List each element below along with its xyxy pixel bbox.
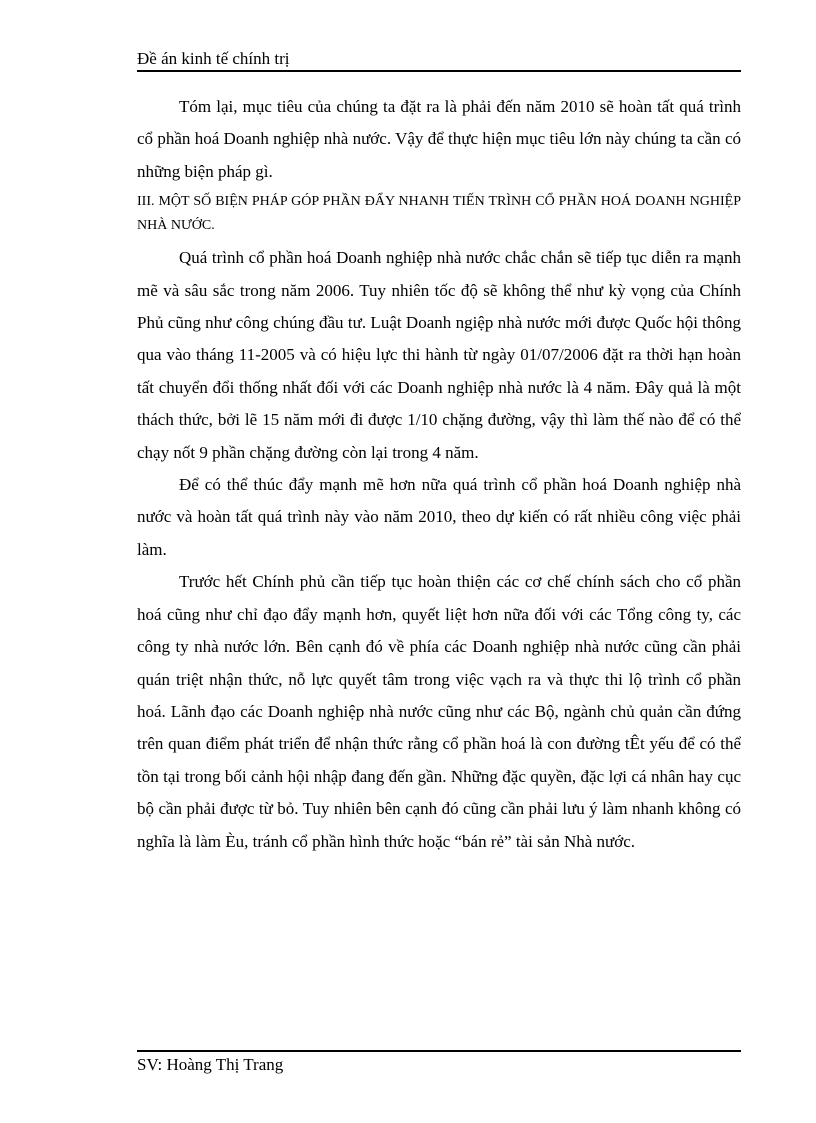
header-divider [137, 70, 741, 72]
section-heading: III. MỘT SỐ BIỆN PHÁP GÓP PHẦN ĐẨY NHANH TIẾN TRÌNH CỔ PHẦN HOÁ DOANH NGHIỆP NHÀ NƯỚC. [137, 194, 741, 234]
document-body [137, 91, 741, 858]
paragraph-government-measures: Trước hết Chính phủ cần tiếp tục hoàn thiện các cơ chế chính sách cho cổ phần hoá cũng như chỉ đạo đẩy mạnh hơn, quyết liệt hơn nữa đối với các Tổng công ty, các công ty nhà nước lớn. Bên cạnh đó về phía các Doanh nghiệp nhà nước cũng cần phải quán triệt nhận thức, nỗ lực quyết tâm trong việc vạch ra và thực thi lộ trình cổ phần hoá. Lãnh đạo các Doanh nghiệp nhà nước cũng như các Bộ, ngành chủ quản cần đứng trên quan điểm phát triển để nhận thức rằng cổ phần hoá là con đường tÊt yếu để có thể tồn tại trong bối cảnh hội nhập đang đến gần. Những đặc quyền, đặc lợi cá nhân hay cục bộ cần phải được từ bỏ. Tuy nhiên bên cạnh đó cũng cần phải lưu ý làm nhanh không có nghĩa là làm Èu, tránh cổ phần hình thức hoặc “bán rẻ” tài sản Nhà nước. [137, 572, 741, 851]
paragraph-equitization-process: Quá trình cổ phần hoá Doanh nghiệp nhà nước chắc chắn sẽ tiếp tục diễn ra mạnh mẽ và sâu sắc trong năm 2006. Tuy nhiên tốc độ sẽ không thể như kỳ vọng của Chính Phủ cũng như công chúng đầu tư. Luật Doanh ngiệp nhà nước mới được Quốc hội thông qua vào tháng 11-2005 và có hiệu lực thi hành từ ngày 01/07/2006 đặt ra thời hạn hoàn tất chuyển đổi thống nhất đối với các Doanh nghiệp nhà nước là 4 năm. Đây quả là một thách thức, bởi lẽ 15 năm mới đi được 1/10 chặng đường, vậy thì làm thế nào để có thể chạy nốt 9 phần chặng đường còn lại trong 4 năm. [137, 248, 741, 462]
paragraph-summary: Tóm lại, mục tiêu của chúng ta đặt ra là phải đến năm 2010 sẽ hoàn tất quá trình cổ phần hoá Doanh nghiệp nhà nước. Vậy để thực hiện mục tiêu lớn này chúng ta cần có những biện pháp gì. [137, 97, 741, 181]
document-header-title: Đề án kinh tế chính trị [137, 49, 290, 68]
footer-student-name: SV: Hoàng Thị Trang [137, 1055, 284, 1074]
footer-divider [137, 1050, 741, 1052]
paragraph-acceleration: Để có thể thúc đẩy mạnh mẽ hơn nữa quá trình cổ phần hoá Doanh nghiệp nhà nước và hoàn tất quá trình này vào năm 2010, theo dự kiến có rất nhiều công việc phải làm. [137, 475, 741, 559]
